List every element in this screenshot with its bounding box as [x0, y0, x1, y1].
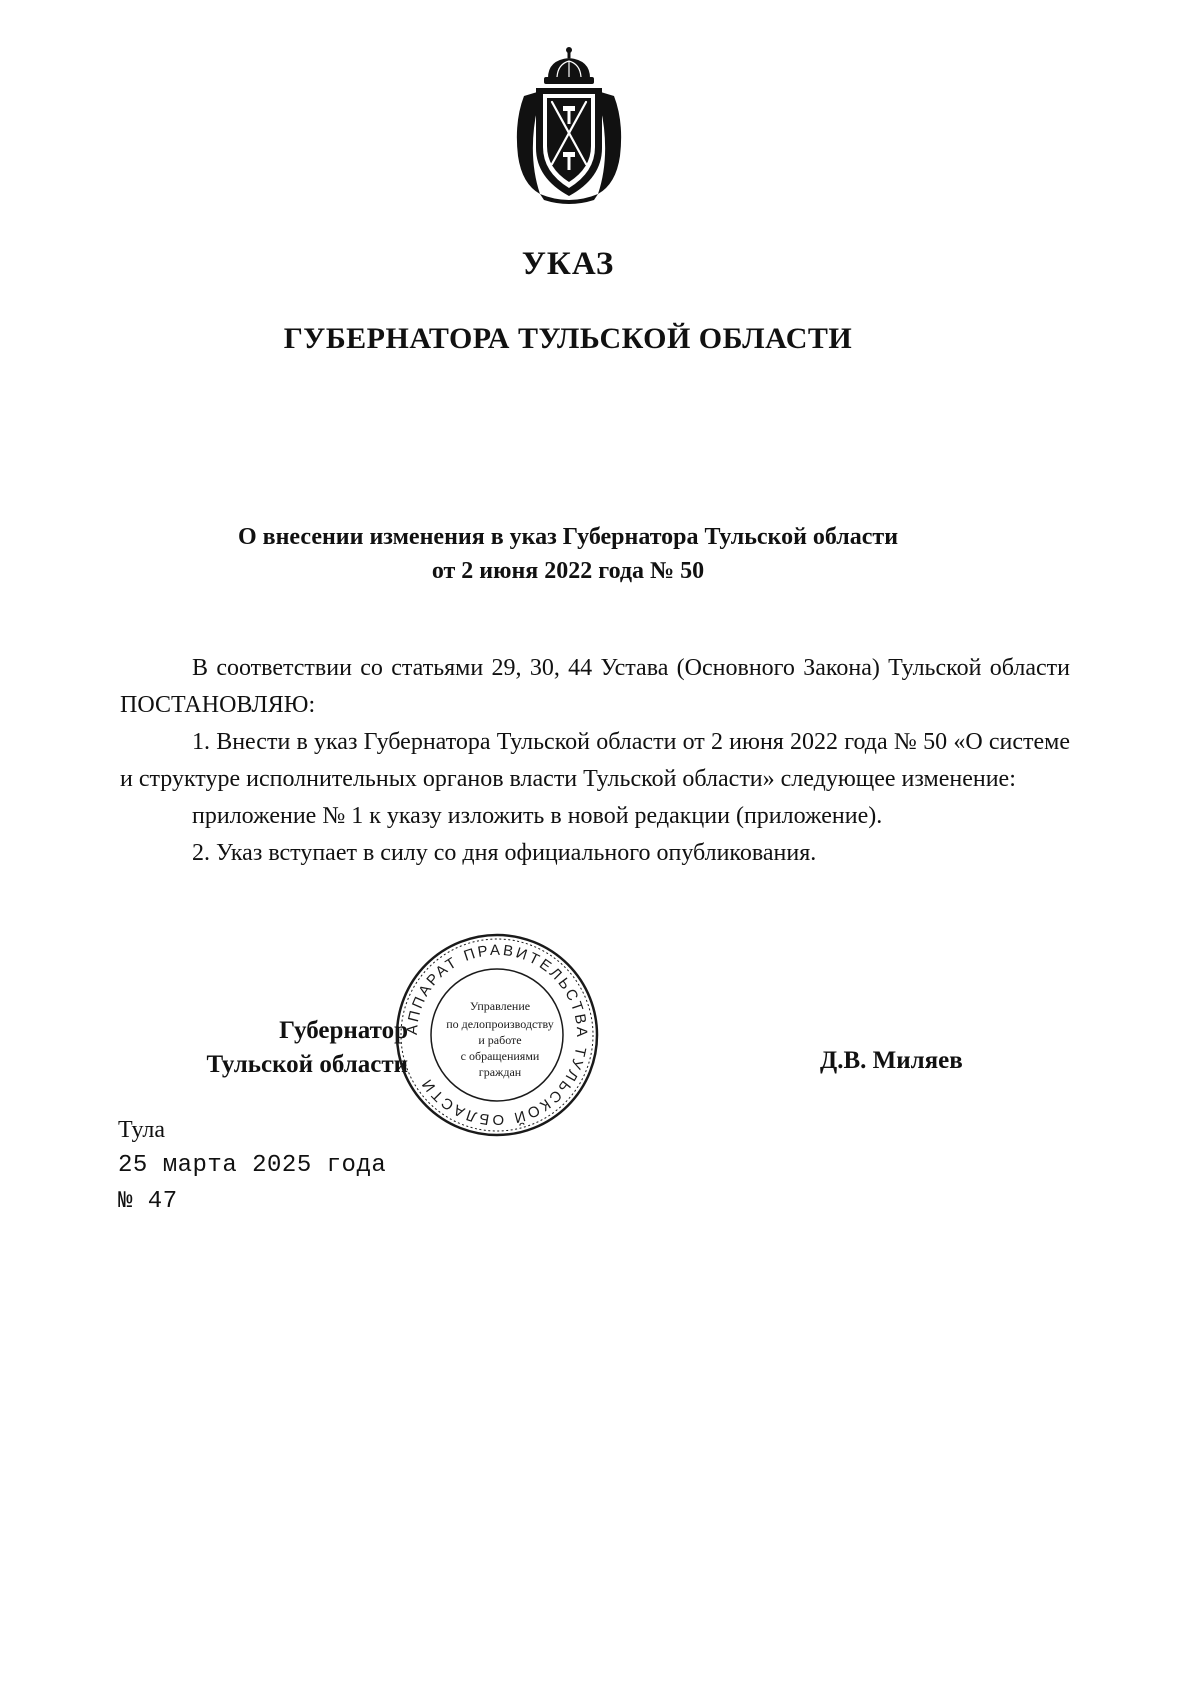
preamble-paragraph: В соответствии со статьями 29, 30, 44 Устава (Основного Закона) Тульской области ПОСТАНОВЛЯЮ: [120, 655, 1070, 718]
footer-city: Тула [118, 1117, 166, 1143]
coat-of-arms-emblem [510, 44, 628, 204]
item-1-paragraph: 1. Внести в указ Губернатора Тульской области от 2 июня 2022 года № 50 «О системе и структуре исполнительных органов власти Тульской области» следующее изменение: [120, 729, 1070, 792]
seal-line-5: граждан [478, 1065, 522, 1079]
item-1-detail-paragraph: приложение № 1 к указу изложить в новой редакции (приложение). [192, 803, 883, 829]
signatory-position [160, 1014, 408, 1082]
seal-line-4: с обращениями [460, 1049, 540, 1063]
issuer-title: ГУБЕРНАТОРА ТУЛЬСКОЙ ОБЛАСТИ [283, 322, 853, 355]
document-type-title: УКАЗ [521, 246, 615, 282]
position-line-2: Тульской области [206, 1051, 408, 1078]
seal-line-2: по делопроизводству [446, 1017, 554, 1031]
position-line-1: Губернатор [279, 1017, 408, 1044]
subject-line-1: О внесении изменения в указ Губернатора Тульской области [237, 524, 899, 550]
document-footer [118, 1112, 386, 1220]
official-seal-stamp [392, 930, 602, 1140]
seal-line-1: Управление [469, 999, 531, 1013]
seal-ring-text: АППАРАТ ПРАВИТЕЛЬСТВА ТУЛЬСКОЙ ОБЛАСТИ [403, 941, 591, 1129]
document-body [120, 650, 1070, 872]
seal-line-3: и работе [478, 1033, 522, 1047]
item-2-paragraph: 2. Указ вступает в силу со дня официального опубликования. [192, 840, 817, 866]
footer-date: 25 марта 2025 года [118, 1152, 387, 1179]
document-subject [140, 520, 996, 588]
footer-number: № 47 [118, 1188, 178, 1215]
signatory-name: Д.В. Миляев [820, 1047, 963, 1074]
subject-line-2: от 2 июня 2022 года № 50 [431, 558, 705, 584]
